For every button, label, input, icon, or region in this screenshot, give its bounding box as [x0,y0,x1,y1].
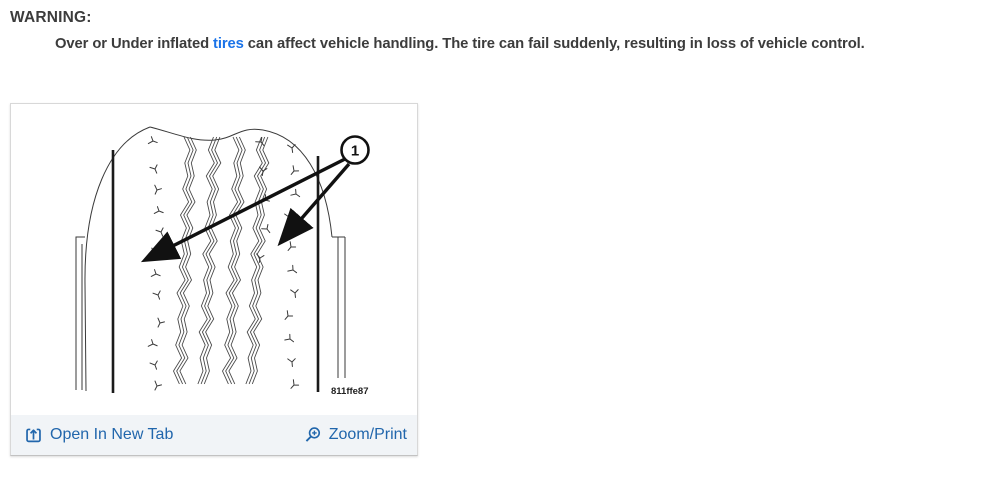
tread-pattern [148,137,301,392]
figure-card [10,103,418,456]
warning-text-after: can affect vehicle handling. The tire can fail suddenly, resulting in loss of vehicle control. [243,36,865,52]
zoom-print-label: Zoom/Print [328,426,407,443]
warning-label: WARNING: [10,9,92,26]
tire-outline [76,127,345,391]
callout-number: 1 [350,142,360,160]
callout-badge [342,137,369,164]
zoom-plus-icon [303,426,322,445]
figure-viewport [11,104,417,415]
open-in-new-tab-icon [24,426,43,445]
figure-id-label: 811ffe87 [331,386,369,397]
tires-link[interactable]: tires [213,36,244,52]
warning-paragraph [55,36,995,52]
warning-text-before: Over or Under inflated [55,36,214,52]
open-in-new-tab-link[interactable] [24,426,173,445]
figure-footer [11,415,417,455]
open-in-new-tab-label: Open In New Tab [50,426,174,443]
tire-tread-illustration [11,104,417,415]
zoom-print-link[interactable] [303,426,407,445]
warning-section [0,0,1005,52]
